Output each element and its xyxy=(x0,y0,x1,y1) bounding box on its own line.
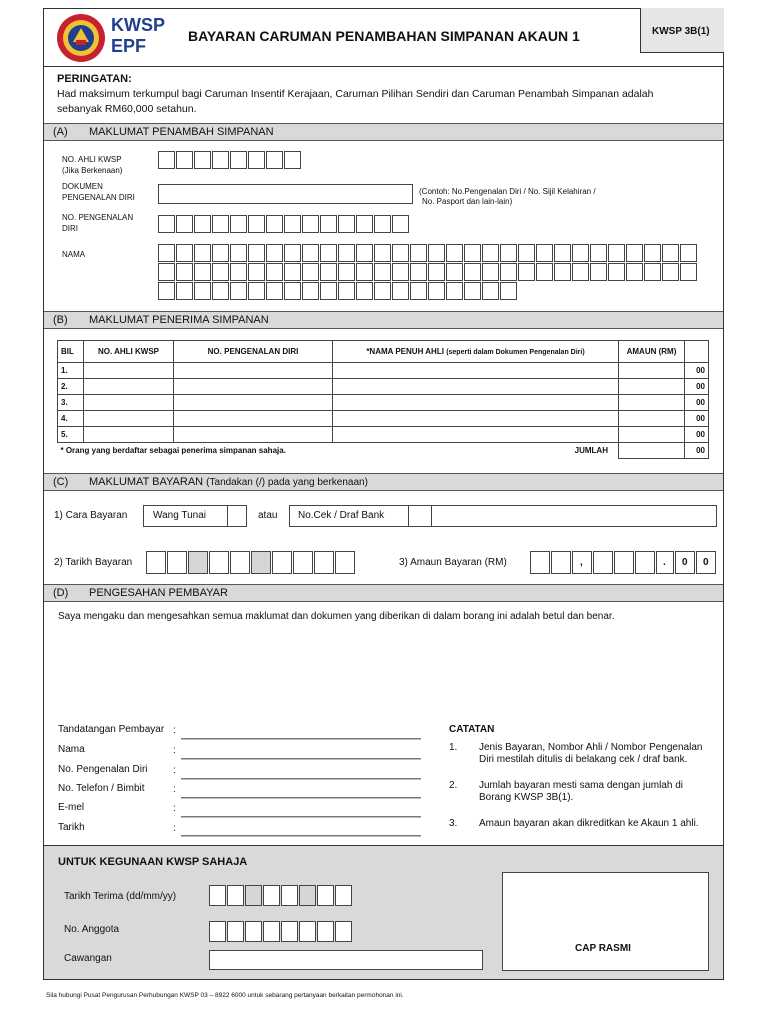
cap-rasmi-label: CAP RASMI xyxy=(575,943,631,954)
email-line[interactable] xyxy=(181,816,421,818)
field-colon: : xyxy=(173,784,176,795)
wang-tunai-checkbox[interactable] xyxy=(227,505,247,527)
field-label-nama: Nama xyxy=(58,744,85,755)
kwsp-emblem-icon xyxy=(55,12,107,64)
section-d-tag: (D) xyxy=(53,587,69,599)
cek-number-input[interactable] xyxy=(431,505,717,527)
table-row: 5. 00 xyxy=(58,427,709,443)
note-3-line1: Amaun bayaran akan dikreditkan ke Akaun 1 ahli. xyxy=(479,818,699,829)
amaun-dot: . xyxy=(663,557,666,568)
jumlah-amount[interactable] xyxy=(619,443,685,459)
nama-boxes-row-1[interactable] xyxy=(158,244,698,264)
warning-heading: PERINGATAN: xyxy=(57,73,132,85)
wang-tunai-label: Wang Tunai xyxy=(153,510,206,521)
section-a-title: MAKLUMAT PENAMBAH SIMPANAN xyxy=(89,126,274,138)
header-divider xyxy=(44,66,723,67)
cawangan-label: Cawangan xyxy=(64,953,112,964)
nama-label: NAMA xyxy=(62,250,86,259)
field-label-email: E-mel xyxy=(58,802,85,813)
field-colon: : xyxy=(173,745,176,756)
ic-label-1: NO. PENGENALAN xyxy=(62,213,134,222)
note-1-line2: Diri mestilah ditulis di belakang cek / draf bank. xyxy=(479,754,688,765)
field-colon: : xyxy=(173,803,176,814)
ic-boxes[interactable] xyxy=(158,215,410,235)
no-ahli-boxes[interactable] xyxy=(158,151,302,171)
col-nama-label: *NAMA PENUH AHLI xyxy=(366,347,444,356)
section-b-title: MAKLUMAT PENERIMA SIMPANAN xyxy=(89,314,269,326)
no-ahli-label: NO. AHLI KWSP xyxy=(62,155,122,164)
section-d-header xyxy=(44,584,723,602)
note-2-line1: Jumlah bayaran mesti sama dengan jumlah di xyxy=(479,780,683,791)
logo-text-epf: EPF xyxy=(111,36,147,56)
section-a-header xyxy=(44,123,723,141)
dokumen-input[interactable] xyxy=(158,184,413,204)
col-amaun: AMAUN (RM) xyxy=(619,341,685,363)
logo-text-kwsp: KWSP xyxy=(111,15,165,35)
col-ic: NO. PENGENALAN DIRI xyxy=(174,341,333,363)
atau-label: atau xyxy=(258,510,278,521)
tarikh-terima-label: Tarikh Terima (dd/mm/yy) xyxy=(64,891,177,902)
section-c-header xyxy=(44,473,723,491)
section-b-header xyxy=(44,311,723,329)
section-b-tag: (B) xyxy=(53,314,68,326)
table-header-row xyxy=(58,341,709,363)
col-nama xyxy=(333,341,619,363)
amaun-comma: , xyxy=(580,557,583,568)
note-2-num: 2. xyxy=(449,780,458,791)
sen-2: 0 xyxy=(703,557,709,568)
tarikh-terima-boxes[interactable] xyxy=(209,885,353,907)
amaun-boxes-1[interactable] xyxy=(530,551,572,575)
field-label-tarikh: Tarikh xyxy=(58,822,85,833)
field-colon: : xyxy=(173,725,176,736)
field-label-ic: No. Pengenalan Diri xyxy=(58,764,148,775)
field-label-phone: No. Telefon / Bimbit xyxy=(58,783,145,794)
cara-bayaran-label: 1) Cara Bayaran xyxy=(54,510,128,521)
recipient-table xyxy=(57,340,709,459)
ic-line[interactable] xyxy=(181,778,421,780)
sen-1: 0 xyxy=(682,557,688,568)
col-no-ahli: NO. AHLI KWSP xyxy=(84,341,174,363)
section-a-tag: (A) xyxy=(53,126,68,138)
no-anggota-label: No. Anggota xyxy=(64,924,120,935)
footnote: * Orang yang berdaftar sebagai penerima simpanan sahaja. xyxy=(60,446,286,456)
warning-text-2: sebanyak RM60,000 setahun. xyxy=(57,103,197,115)
section-c-note: (Tandakan (/) pada yang berkenaan) xyxy=(206,477,368,488)
tarikh-bayaran-boxes[interactable] xyxy=(146,551,356,575)
note-1-num: 1. xyxy=(449,742,458,753)
dokumen-hint-1: (Contoh: No.Pengenalan Diri / No. Sijil Kelahiran / xyxy=(419,187,596,196)
nama-boxes-row-2[interactable] xyxy=(158,263,698,283)
table-total-row: * Orang yang berdaftar sebagai penerima simpanan sahaja. JUMLAH 00 xyxy=(58,443,709,459)
catatan-title: CATATAN xyxy=(449,724,495,735)
table-row: 4. 00 xyxy=(58,411,709,427)
cap-rasmi-box xyxy=(502,872,709,971)
table-row: 2. 00 xyxy=(58,379,709,395)
amaun-boxes-2[interactable] xyxy=(593,551,656,575)
section-c-title: MAKLUMAT BAYARAN xyxy=(89,476,204,488)
dokumen-hint-2: No. Pasport dan lain-lain) xyxy=(422,197,513,206)
note-1-line1: Jenis Bayaran, Nombor Ahli / Nombor Pengenalan xyxy=(479,742,703,753)
ic-label-2: DIRI xyxy=(62,224,78,233)
field-label-signature: Tandatangan Pembayar xyxy=(58,724,165,735)
note-2-line2: Borang KWSP 3B(1). xyxy=(479,792,574,803)
tarikh-bayaran-label: 2) Tarikh Bayaran xyxy=(54,557,133,568)
cek-label: No.Cek / Draf Bank xyxy=(298,510,385,521)
office-divider xyxy=(44,845,723,846)
signature-line[interactable] xyxy=(181,738,421,740)
jumlah-label: JUMLAH xyxy=(574,446,608,456)
field-colon: : xyxy=(173,823,176,834)
nama-boxes-row-3[interactable] xyxy=(158,282,518,302)
no-ahli-sub: (Jika Berkenaan) xyxy=(62,166,123,175)
col-bil: BIL xyxy=(58,341,84,363)
field-colon: : xyxy=(173,765,176,776)
tarikh-line[interactable] xyxy=(181,835,421,837)
kwsp-logo xyxy=(55,12,165,64)
section-c-tag: (C) xyxy=(53,476,69,488)
form-title: BAYARAN CARUMAN PENAMBAHAN SIMPANAN AKAUN 1 xyxy=(188,28,580,44)
declaration-text: Saya mengaku dan mengesahkan semua maklumat dan dokumen yang diberikan di dalam borang ini adalah betul dan benar. xyxy=(58,611,615,622)
dokumen-label-1: DOKUMEN xyxy=(62,182,103,191)
table-row: 1. 00 xyxy=(58,363,709,379)
cawangan-input[interactable] xyxy=(209,950,483,970)
amaun-bayaran-label: 3) Amaun Bayaran (RM) xyxy=(399,557,507,568)
form-code: KWSP 3B(1) xyxy=(652,26,710,37)
footer-note: Sila hubungi Pusat Pengurusan Perhubungan KWSP 03 – 8922 6000 untuk sebarang pertanyaan berkaitan permohonan ini. xyxy=(46,992,404,999)
no-anggota-boxes[interactable] xyxy=(209,921,353,943)
nama-line[interactable] xyxy=(181,758,421,760)
col-nama-note: (seperti dalam Dokumen Pengenalan Diri) xyxy=(446,349,585,356)
warning-text-1: Had maksimum terkumpul bagi Caruman Insentif Kerajaan, Caruman Pilihan Sendiri dan Caruman Penambah Simpanan adalah xyxy=(57,88,654,100)
section-d-title: PENGESAHAN PEMBAYAR xyxy=(89,587,228,599)
table-row: 3. 00 xyxy=(58,395,709,411)
phone-line[interactable] xyxy=(181,797,421,799)
office-title: UNTUK KEGUNAAN KWSP SAHAJA xyxy=(58,856,248,868)
dokumen-label-2: PENGENALAN DIRI xyxy=(62,193,135,202)
note-3-num: 3. xyxy=(449,818,458,829)
cek-checkbox[interactable] xyxy=(408,505,432,527)
